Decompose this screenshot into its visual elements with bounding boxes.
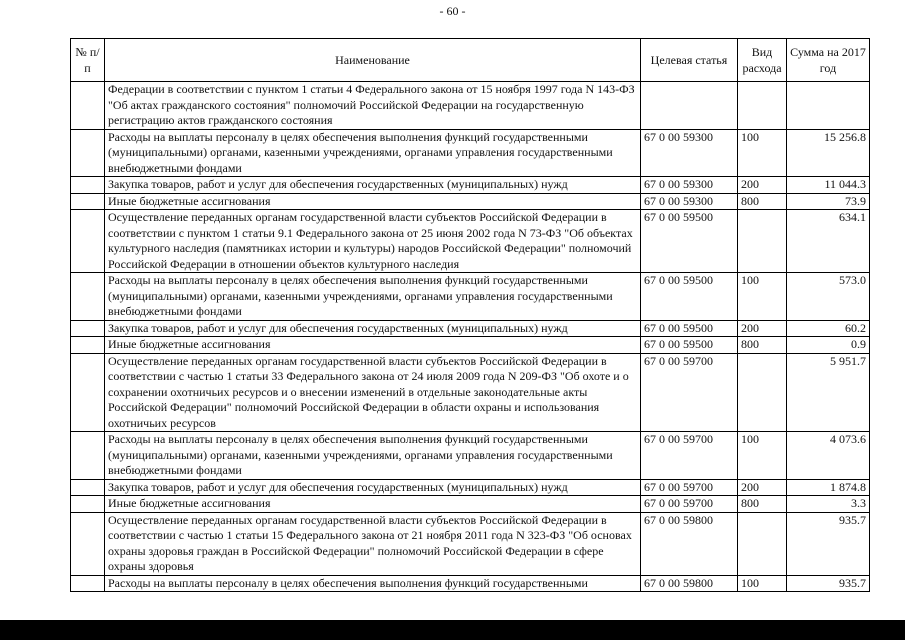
table-row <box>71 512 870 575</box>
row-target-article-cell: 67 0 00 59300 <box>641 193 738 210</box>
table-row <box>71 210 870 273</box>
table-row <box>71 129 870 177</box>
row-number-cell <box>71 320 105 337</box>
table-body <box>71 82 870 592</box>
row-amount-cell: 5 951.7 <box>787 353 870 432</box>
row-target-article-cell: 67 0 00 59800 <box>641 575 738 592</box>
row-number-cell <box>71 273 105 321</box>
row-expense-type-cell: 800 <box>738 337 787 354</box>
row-number-cell <box>71 479 105 496</box>
row-number-cell <box>71 193 105 210</box>
row-number-cell <box>71 129 105 177</box>
row-amount-cell: 935.7 <box>787 575 870 592</box>
row-name-cell: Закупка товаров, работ и услуг для обеспечения государственных (муниципальных) нужд <box>105 479 641 496</box>
table-row <box>71 353 870 432</box>
table-row <box>71 337 870 354</box>
row-target-article-cell: 67 0 00 59800 <box>641 512 738 575</box>
row-expense-type-cell: 200 <box>738 479 787 496</box>
row-name-cell: Осуществление переданных органам государственной власти субъектов Российской Федерации в соответствии с частью 1 статьи 15 Федерального закона от 21 ноября 2011 года N 323-ФЗ "Об основах охраны здоровья граждан в Российской Федерации" полномочий Российской Федерации в сфере охраны здоровья <box>105 512 641 575</box>
row-number-cell <box>71 512 105 575</box>
row-target-article-cell: 67 0 00 59300 <box>641 177 738 194</box>
row-amount-cell: 73.9 <box>787 193 870 210</box>
table-row <box>71 496 870 513</box>
row-name-cell: Расходы на выплаты персоналу в целях обеспечения выполнения функций государственными (муниципальными) органами, казенными учреждениями, органами управления государственными внебюджетными фондами <box>105 432 641 480</box>
row-number-cell <box>71 432 105 480</box>
row-expense-type-cell <box>738 210 787 273</box>
row-amount-cell: 11 044.3 <box>787 177 870 194</box>
page-number: - 60 - <box>439 4 466 18</box>
row-amount-cell: 1 874.8 <box>787 479 870 496</box>
row-amount-cell: 634.1 <box>787 210 870 273</box>
row-target-article-cell: 67 0 00 59500 <box>641 337 738 354</box>
row-target-article-cell: 67 0 00 59500 <box>641 320 738 337</box>
table-row <box>71 177 870 194</box>
row-number-cell <box>71 575 105 592</box>
row-expense-type-cell: 100 <box>738 273 787 321</box>
row-name-cell: Закупка товаров, работ и услуг для обеспечения государственных (муниципальных) нужд <box>105 177 641 194</box>
header-num: № п/п <box>71 39 105 82</box>
header-target-article: Целевая статья <box>641 39 738 82</box>
row-name-cell: Федерации в соответствии с пунктом 1 статьи 4 Федерального закона от 15 ноября 1997 года N 143-ФЗ "Об актах гражданского состояния" полномочий Российской Федерации на государственную регистрацию актов гражданского состояния <box>105 82 641 130</box>
row-expense-type-cell: 200 <box>738 320 787 337</box>
budget-table <box>70 38 870 592</box>
row-amount-cell: 3.3 <box>787 496 870 513</box>
row-expense-type-cell: 800 <box>738 193 787 210</box>
row-target-article-cell: 67 0 00 59700 <box>641 496 738 513</box>
row-number-cell <box>71 210 105 273</box>
table-row <box>71 479 870 496</box>
bottom-scan-edge <box>0 620 905 640</box>
row-name-cell: Осуществление переданных органам государственной власти субъектов Российской Федерации в соответствии с пунктом 1 статьи 9.1 Федерального закона от 25 июня 2002 года N 73-ФЗ "Об объектах культурного наследия (памятниках истории и культуры) народов Российской Федерации" полномочий Российской Федерации в отношении объектов культурного наследия <box>105 210 641 273</box>
header-amount: Сумма на 2017 год <box>787 39 870 82</box>
row-expense-type-cell: 100 <box>738 575 787 592</box>
table-row <box>71 273 870 321</box>
header-expense-type: Вид расхода <box>738 39 787 82</box>
header-name: Наименование <box>105 39 641 82</box>
row-name-cell: Осуществление переданных органам государственной власти субъектов Российской Федерации в соответствии с частью 1 статьи 33 Федерального закона от 24 июля 2009 года N 209-ФЗ "Об охоте и о сохранении охотничьих ресурсов и о внесении изменений в отдельные законодательные акты Российской Федерации" полномочий Российской Федерации в области охраны и использования охотничьих ресурсов <box>105 353 641 432</box>
row-name-cell: Расходы на выплаты персоналу в целях обеспечения выполнения функций государственными (муниципальными) органами, казенными учреждениями, органами управления государственными внебюджетными фондами <box>105 129 641 177</box>
row-expense-type-cell: 100 <box>738 129 787 177</box>
row-amount-cell: 4 073.6 <box>787 432 870 480</box>
row-name-cell: Закупка товаров, работ и услуг для обеспечения государственных (муниципальных) нужд <box>105 320 641 337</box>
row-amount-cell: 60.2 <box>787 320 870 337</box>
row-name-cell: Иные бюджетные ассигнования <box>105 496 641 513</box>
row-target-article-cell: 67 0 00 59300 <box>641 129 738 177</box>
row-expense-type-cell <box>738 353 787 432</box>
row-number-cell <box>71 82 105 130</box>
row-name-cell: Иные бюджетные ассигнования <box>105 337 641 354</box>
row-amount-cell: 15 256.8 <box>787 129 870 177</box>
row-number-cell <box>71 337 105 354</box>
row-expense-type-cell <box>738 512 787 575</box>
row-name-cell: Иные бюджетные ассигнования <box>105 193 641 210</box>
row-target-article-cell: 67 0 00 59700 <box>641 353 738 432</box>
row-expense-type-cell <box>738 82 787 130</box>
row-name-cell: Расходы на выплаты персоналу в целях обеспечения выполнения функций государственными (муниципальными) органами, казенными учреждениями, органами управления государственными внебюджетными фондами <box>105 273 641 321</box>
row-number-cell <box>71 353 105 432</box>
table-row <box>71 193 870 210</box>
row-amount-cell: 573.0 <box>787 273 870 321</box>
row-target-article-cell: 67 0 00 59500 <box>641 210 738 273</box>
table-row <box>71 575 870 592</box>
table-row <box>71 82 870 130</box>
row-target-article-cell: 67 0 00 59700 <box>641 432 738 480</box>
row-expense-type-cell: 800 <box>738 496 787 513</box>
row-amount-cell <box>787 82 870 130</box>
row-amount-cell: 935.7 <box>787 512 870 575</box>
table-row <box>71 432 870 480</box>
row-number-cell <box>71 496 105 513</box>
row-expense-type-cell: 200 <box>738 177 787 194</box>
table-row <box>71 320 870 337</box>
row-number-cell <box>71 177 105 194</box>
row-name-cell: Расходы на выплаты персоналу в целях обеспечения выполнения функций государственными <box>105 575 641 592</box>
row-expense-type-cell: 100 <box>738 432 787 480</box>
row-target-article-cell: 67 0 00 59700 <box>641 479 738 496</box>
table-header-row <box>71 39 870 82</box>
row-amount-cell: 0.9 <box>787 337 870 354</box>
row-target-article-cell: 67 0 00 59500 <box>641 273 738 321</box>
row-target-article-cell <box>641 82 738 130</box>
